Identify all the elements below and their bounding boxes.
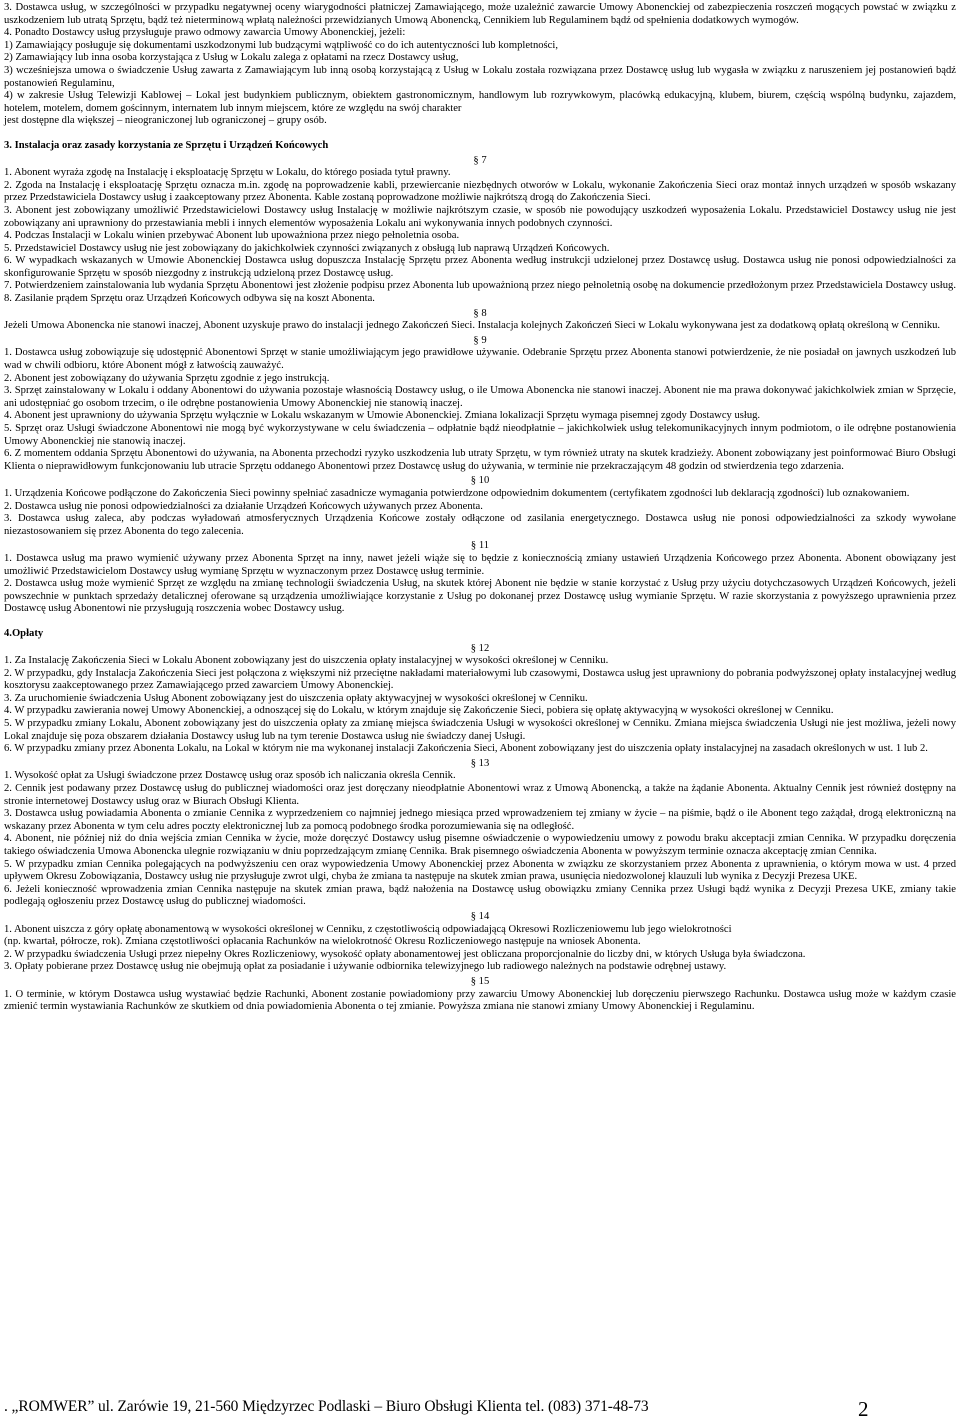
- paragraph: 6. W wypadkach wskazanych w Umowie Abonenckiej Dostawca usług dopuszcza Instalację Sprzętu przez Abonenta według instrukcji udzielonej przez Dostawcę usług. Dostawca usług nie ponosi odpowiedzialności za skonfigurowanie Sprzętu w sposób niezgodny z instrukcją udzieloną przez Dostawcę usług.: [4, 255, 956, 279]
- paragraph-number: § 9: [473, 334, 487, 346]
- page-number: 2: [858, 1397, 869, 1421]
- footer-contact-text: . „ROMWER” ul. Zarówie 19, 21-560 Międzyrzec Podlaski – Biuro Obsługi Klienta tel. (083) 371-48-73: [4, 1398, 649, 1415]
- paragraph: 3. Sprzęt zainstalowany w Lokalu i oddany Abonentowi do używania pozostaje własnością Dostawcy usług, o ile Umowa Abonencka nie stanowi inaczej. Abonent nie ma prawa dokonywać jakichkolwiek zmian w Sprzęcie, ani udostępniać go osobom trzecim, o ile odrębne postanowienia Umowy Abonenckiej nie stanowią inaczej.: [4, 385, 956, 409]
- paragraph: 3. Dostawca usług, w szczególności w przypadku negatywnej oceny wiarygodności płatniczej Zamawiającego, może uzależnić zawarcie Umowy Abonenckiej od zabezpieczenia roszczeń mogących powstać w związku z uszkodzeniem lub utratą Sprzętu, bądź też nieterminową wpłatą należności przewidzianych Umową Abonencką, Cennikiem lub Regulaminem bądź od spełnienia dodatkowych wymogów.: [4, 2, 956, 26]
- paragraph: 1. Abonent uiszcza z góry opłatę abonamentową w wysokości określonej w Cenniku, z częstotliwością odpowiadającą Okresowi Rozliczeniowemu lub jego wielokrotności: [4, 923, 732, 935]
- paragraph: 1. O terminie, w którym Dostawca usług wystawiać będzie Rachunki, Abonent zostanie powiadomiony przy zawarciu Umowy Abonenckiej lub doręczeniu pierwszego Rachunku. Dostawca usług może w każdym czasie zmienić termin wystawiania Rachunków ze skutkiem od dnia powiadomienia Abonenta o tej zmianie. Powyższa zmiana nie stanowi zmiany Umowy Abonenckiej i Regulaminu.: [4, 988, 956, 1013]
- paragraph: 6. W przypadku zmiany przez Abonenta Lokalu, na Lokal w którym nie ma wykonanej instalacji Zakończenia Sieci, Abonent zobowiązany jest do uiszczenia opłaty instalacyjnej na zasadach określonych w ust. 1 lub 2.: [4, 743, 928, 755]
- paragraph: jest dostępne dla większej – nieograniczonej lub ograniczonej – grupy osób.: [4, 115, 327, 127]
- paragraph: 5. W przypadku zmiany Lokalu, Abonent zobowiązany jest do uiszczenia opłaty za zmianę miejsca świadczenia Usługi w wysokości określonej w Cenniku. Zmiana miejsca świadczenia Usługi nie jest możliwa, jeżeli nowy Lokal znajduje się poza obszarem działania Dostawcy usług lub na tym terenie Dostawca usług nie świadczy danej Usługi.: [4, 718, 956, 742]
- paragraph: 6. Z momentem oddania Sprzętu Abonentowi do używania, na Abonenta przechodzi ryzyko uszkodzenia lub utraty Sprzętu, w tym również utraty na skutek kradzieży. Abonent zobowiązany jest poinformować Biuro Obsługi Klienta o nieprawidłowym funkcjonowaniu lub utracie Sprzętu oddanego Abonentowi przez Dostawcę usług do używania, w terminie nie przekraczającym 48 godzin od stwierdzenia tego zdarzenia.: [4, 448, 956, 472]
- paragraph: 2. Dostawca usług nie ponosi odpowiedzialności za działanie Urządzeń Końcowych używanych przez Abonenta.: [4, 500, 483, 512]
- paragraph: 2. Dostawca usług może wymienić Sprzęt ze względu na zmianę technologii świadczenia Usług, na skutek której Abonent nie będzie w stanie korzystać z Usług przy użyciu dotychczasowych Urządzeń Końcowych, jeżeli powszechnie w punktach sprzedaży detalicznej oferowane są urządzenia umożliwiające korzystanie z Usług po dokonanej przez Dostawcę usług wymianie Sprzętu. W razie skorzystania z powyższego uprawnienia przez Dostawcę usług Abonentowi nie przysługują roszczenia wobec Dostawcy usług.: [4, 578, 956, 615]
- paragraph: 1. Dostawca usług zobowiązuje się udostępnić Abonentowi Sprzęt w stanie umożliwiającym jego prawidłowe używanie. Odebranie Sprzętu przez Abonenta stanowi potwierdzenie, że nie posiadał on jawnych uszkodzeń lub wad w chwili odbioru, które Abonent mógł z łatwością zauważyć.: [4, 347, 956, 372]
- paragraph-number: § 10: [470, 475, 490, 487]
- paragraph-number: § 14: [470, 910, 490, 922]
- paragraph: 2. W przypadku świadczenia Usługi przez niepełny Okres Rozliczeniowy, wysokość opłaty abonamentowej jest obliczana proporcjonalnie do liczby dni, w których Usługa była świadczona.: [4, 948, 806, 960]
- paragraph: 3) wcześniejsza umowa o świadczenie Usług zawarta z Zamawiającym lub inną osobą korzystającą z Usług w Lokalu została rozwiązana przez Dostawcę usług lub wygasła w związku z naruszeniem jej postanowień bądź postanowień Regulaminu,: [4, 64, 956, 89]
- paragraph: 8. Zasilanie prądem Sprzętu oraz Urządzeń Końcowych odbywa się na koszt Abonenta.: [4, 293, 375, 305]
- paragraph: 7. Potwierdzeniem zainstalowania lub wydania Sprzętu Abonentowi jest złożenie podpisu przez Abonenta lub upoważnioną przez niego pełnoletnią osobę na dokumencie przedłożonym przez Przedstawiciela Dostawcy usług.: [4, 280, 956, 292]
- paragraph: 2. Zgoda na Instalację i eksploatację Sprzętu oznacza m.in. zgodę na poprowadzenie kabli, przewiercanie niezbędnych otworów w Lokalu, wykonanie Zakończenia Sieci oraz montaż innych urządzeń w sposób wskazany przez Przedstawiciela Dostawcy usług i zaakceptowany przez Abonenta. Kable zostaną poprowadzone możliwie najkrótszą drogą do Zakończenia Sieci.: [4, 179, 956, 204]
- section-heading: 4.Opłaty: [4, 627, 44, 639]
- paragraph: 3. Za uruchomienie świadczenia Usług Abonent zobowiązany jest do uiszczenia opłaty aktywacyjnej w wysokości określonej w Cenniku.: [4, 692, 588, 704]
- paragraph: 3. Dostawca usług powiadamia Abonenta o zmianie Cennika z wyprzedzeniem co najmniej jednego miesiąca przed wprowadzeniem tej zmiany w życie – na piśmie, bądź o ile Abonent tego zażądał, drogą elektroniczną na wskazany przez Abonenta w tym celu adres poczty elektronicznej lub za pomocą podobnego środka porozumiewania się na odległość.: [4, 808, 956, 832]
- paragraph: 2. W przypadku, gdy Instalacja Zakończenia Sieci jest połączona z większymi niż przeciętne nakładami materiałowymi lub czasowymi, Dostawca usług jest uprawniony do pobrania podwyższonej opłaty instalacyjnej według kosztorysu zaakceptowanego przez Zamawiającego przed zawarciem Umowy Abonenckiej.: [4, 667, 956, 692]
- paragraph: 4. Ponadto Dostawcy usług przysługuje prawo odmowy zawarcia Umowy Abonenckiej, jeżeli:: [4, 27, 406, 39]
- paragraph: 1. Abonent wyraża zgodę na Instalację i eksploatację Sprzętu w Lokalu, do którego posiada tytuł prawny.: [4, 167, 451, 179]
- paragraph-number: § 15: [470, 975, 490, 987]
- paragraph: 2. Abonent jest zobowiązany do używania Sprzętu zgodnie z jego instrukcją.: [4, 372, 330, 384]
- paragraph: 4. Abonent, nie później niż do dnia wejścia zmian Cennika w życie, może doręczyć Dostawcy usług pisemne oświadczenie o wypowiedzeniu umowy z powodu braku akceptacji zmian Cennika. W przypadku doręczenia takiego oświadczenia Umowa Abonencka ulegnie rozwiązaniu w dniu poprzedzającym zmianę Cennika. Brak pisemnego oświadczenia Abonenta w powyższym terminie oznacza akceptację zmian Cennika.: [4, 833, 956, 857]
- paragraph: 2. Cennik jest podawany przez Dostawcę usług do publicznej wiadomości oraz jest doręczany nieodpłatnie Abonentowi wraz z Umową Abonencką, a także na żądanie Abonenta. Aktualny Cennik jest również dostępny na stronie internetowej Dostawcy usług oraz w Biurach Obsługi Klienta.: [4, 783, 956, 807]
- paragraph: 3. Opłaty pobierane przez Dostawcę usług nie obejmują opłat za posiadanie i używanie odbiornika telewizyjnego lub radiowego należnych na podstawie odrębnej ustawy.: [4, 961, 727, 973]
- paragraph: Jeżeli Umowa Abonencka nie stanowi inaczej, Abonent uzyskuje prawo do instalacji jednego Zakończeń Sieci. Instalacja kolejnych Zakończeń Sieci w Lokalu wykonywana jest za dodatkową opłatą określoną w Cenniku.: [4, 320, 941, 332]
- paragraph: 5. W przypadku zmian Cennika polegających na podwyższeniu cen oraz wypowiedzenia Umowy Abonenckiej przez Abonenta w związku ze skorzystaniem przez Abonenta z uprawnienia, o którym mowa w ust. 4 przed upływem Okresu Zobowiązania, Dostawcy usług nie przysługuje zwrot ulgi, chyba że zmiana ta następuje na skutek zmian prawa, usunięcia niedozwolonej klauzuli lub wynika z Decyzji Prezesa UKE.: [4, 858, 956, 883]
- paragraph-number: § 8: [473, 307, 487, 319]
- paragraph: 1. Dostawca usług ma prawo wymienić używany przez Abonenta Sprzęt na inny, nawet jeżeli wiąże się to będzie z koniecznością zmiany ustawień Urządzenia Końcowego przez Abonenta. Abonent obowiązany jest umożliwić Przedstawicielom Dostawcy usług wymianę Sprzętu w wyznaczonym przez Dostawcę usług terminie.: [4, 552, 956, 577]
- paragraph: 1. Urządzenia Końcowe podłączone do Zakończenia Sieci powinny spełniać zasadnicze wymagania potwierdzone odpowiednim dokumentem (certyfikatem zgodności lub deklaracją zgodności) lub oznakowaniem.: [4, 487, 910, 499]
- paragraph: 3. Abonent jest zobowiązany umożliwić Przedstawicielowi Dostawcy usług Instalację w możliwie najkrótszym czasie, w sposób nie powodujący uszkodzeń wyposażenia Lokalu. Przedstawiciel Dostawcy usług nie jest zobowiązany ani uprawniony do przestawiania mebli i innych elementów wyposażenia Lokalu ani wykonywania innych podobnych czynności.: [4, 204, 956, 229]
- paragraph: 5. Sprzęt oraz Usługi świadczone Abonentowi nie mogą być wykorzystywane w celu świadczenia – odpłatnie bądź nieodpłatnie – jakichkolwiek usług telekomunikacyjnych innym podmiotom, o ile odrębne postanowienia Umowy Abonenckiej nie stanowią inaczej.: [4, 423, 956, 447]
- paragraph-number: § 13: [470, 757, 490, 769]
- paragraph: (np. kwartał, półrocze, rok). Zmiana częstotliwości opłacania Rachunków na wielokrotność Okresu Rozliczeniowego następuje na wniosek Abonenta.: [4, 936, 641, 948]
- paragraph: 1. Za Instalację Zakończenia Sieci w Lokalu Abonent zobowiązany jest do uiszczenia opłaty instalacyjnej w wysokości określonej w Cenniku.: [4, 655, 609, 667]
- paragraph: 4. Podczas Instalacji w Lokalu winien przebywać Abonent lub upoważniona przez niego pełnoletnia osoba.: [4, 230, 460, 242]
- paragraph-number: § 7: [473, 154, 487, 166]
- paragraph: 1) Zamawiający posługuje się dokumentami uszkodzonymi lub budzącymi wątpliwość co do ich autentyczności lub kompletności,: [4, 39, 558, 51]
- paragraph: 3. Dostawca usług zaleca, aby podczas wyładowań atmosferycznych Urządzenia Końcowe zostały odłączone od zasilania energetycznego. Dostawca usług nie ponosi odpowiedzialności za szkody wywołane niezastosowaniem się przez Abonenta do tego zalecenia.: [4, 513, 956, 537]
- paragraph-number: § 12: [470, 642, 490, 654]
- paragraph: 4. Abonent jest uprawniony do używania Sprzętu wyłącznie w Lokalu wskazanym w Umowie Abonenckiej. Zmiana lokalizacji Sprzętu wymaga pisemnej zgody Dostawcy usług.: [4, 410, 761, 422]
- section-heading: 3. Instalacja oraz zasady korzystania ze Sprzętu i Urządzeń Końcowych: [4, 139, 329, 151]
- paragraph: 5. Przedstawiciel Dostawcy usług nie jest zobowiązany do jakichkolwiek czynności związanych z obsługą lub naprawą Urządzeń Końcowych.: [4, 242, 610, 254]
- paragraph: 4) w zakresie Usług Telewizji Kablowej – Lokal jest budynkiem publicznym, obiektem gastronomicznym, handlowym lub rozrywkowym, placówką edukacyjną, klubem, biurem, częścią wspólną budynku, zajazdem, hotelem, motelem, domem gościnnym, internatem lub innym miejscem, które ze względu na swój charakter: [4, 90, 956, 114]
- page-footer: [0, 1394, 960, 1419]
- paragraph: 1. Wysokość opłat za Usługi świadczone przez Dostawcę usług oraz sposób ich naliczania określa Cennik.: [4, 770, 456, 782]
- document-body: [4, 2, 956, 1014]
- paragraph: 6. Jeżeli konieczność wprowadzenia zmian Cennika następuje na skutek zmian prawa, bądź nałożenia na Dostawcę usług obowiązku zmiany Cennika przez Usługi bądź wynika z Decyzji Prezesa UKE, zmiany takie podlegają ogłoszeniu przez Dostawcę usług do publicznej wiadomości.: [4, 883, 956, 908]
- paragraph: 2) Zamawiający lub inna osoba korzystająca z Usług w Lokalu zalega z opłatami na rzecz Dostawcy usług,: [4, 52, 459, 64]
- paragraph-number: § 11: [470, 540, 490, 552]
- paragraph: 4. W przypadku zawierania nowej Umowy Abonenckiej, a odnoszącej się do Lokalu, w którym znajduje się Zakończenie Sieci, pobiera się opłatę aktywacyjną w wysokości określonej w Cenniku.: [4, 705, 834, 717]
